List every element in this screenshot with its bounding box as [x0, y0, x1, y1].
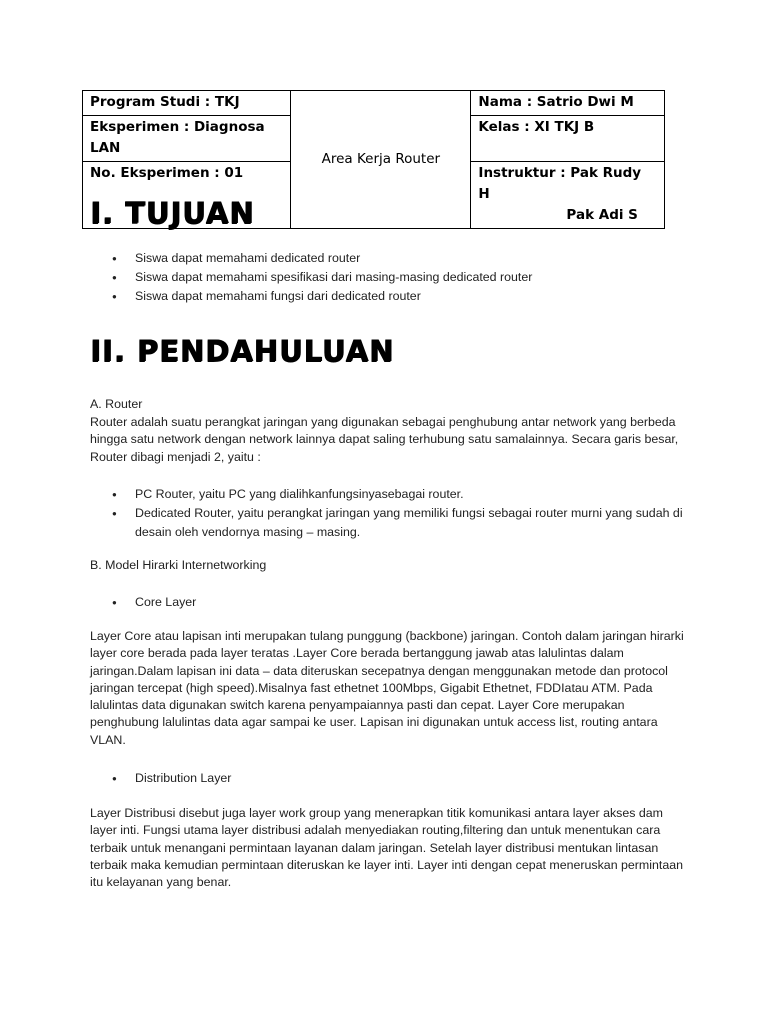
distribution-paragraph: Layer Distribusi disebut juga layer work group yang menerapkan titik komunikasi antara layer akses dam layer inti. Fungsi utama layer distribusi adalah menyediakan routing,filtering dan untuk menentukan cara terbaik untuk menangani permintaan layanan dalam jaringan. Setelah layer distribusi mentukan lintasan terbaik maka kemudian permintaan diteruskan ke layer inti. Layer inti dengan cepat meneruskan permintaan itu kelayanan yang benar.: [90, 806, 684, 890]
eksperimen-line2: LAN: [90, 140, 121, 156]
list-item: ● Siswa dapat memahami fungsi dari dedicated router: [90, 287, 690, 306]
no-eksperimen: No. Eksperimen : 01: [90, 165, 244, 181]
area-title: Area Kerja Router: [321, 150, 441, 167]
kelas: Kelas : XI TKJ B: [478, 119, 595, 135]
router-paragraph: Router adalah suatu perangkat jaringan yang digunakan sebagai penghubung antar network yang berbeda hingga satu network dengan network lainnya dapat saling terhubung satu samalainnya. Secara garis besar, Router dibagi menjadi 2, yaitu :: [90, 415, 679, 464]
list-item: ● Distribution Layer: [90, 769, 690, 788]
nama: Nama : Satrio Dwi M: [478, 94, 634, 110]
section-title-tujuan: I. TUJUAN: [90, 196, 255, 230]
router-heading: A. Router: [90, 397, 143, 411]
nama-cell: [471, 91, 665, 116]
tujuan-list: [90, 249, 690, 306]
area-cell: [291, 91, 471, 229]
list-item: ● Core Layer: [90, 593, 690, 612]
eksperimen-line1: Eksperimen : Diagnosa: [90, 119, 265, 135]
instruktur-cell: [471, 162, 665, 229]
router-list: [90, 485, 690, 542]
section-title-pendahuluan: II. PENDAHULUAN: [90, 334, 395, 368]
program-studi: Program Studi : TKJ: [90, 94, 240, 110]
list-item: ● Siswa dapat memahami dedicated router: [90, 249, 690, 268]
eksperimen-cell: [83, 116, 291, 162]
program-studi-cell: [83, 91, 291, 116]
hirarki-heading: B. Model Hirarki Internetworking: [90, 558, 267, 572]
core-paragraph: Layer Core atau lapisan inti merupakan tulang punggung (backbone) jaringan. Contoh dalam jaringan hirarki layer core berada pada layer teratas .Layer Core berada bertanggung jawab atas lalulintas dalam jaringan.Dalam lapisan ini data – data diteruskan secepatnya dengan menggunakan metode dan protocol jaringan tercepat (high speed).Misalnya fast ethetnet 100Mbps, Gigabit Ethetnet, FDDIatau ATM. Pada lalulintas data digunakan switch karena penyampaiannya pasti dan cepat. Layer Core merupakan penghubung lalulintas data agar sampai ke user. Lapisan ini digunakan untuk access list, routing antara VLAN.: [90, 629, 684, 747]
list-item: ● Siswa dapat memahami spesifikasi dari masing-masing dedicated router: [90, 268, 690, 287]
core-list: [90, 593, 690, 612]
list-item: ● PC Router, yaitu PC yang dialihkanfungsinyasebagai router.: [90, 485, 690, 504]
kelas-cell: [471, 116, 665, 162]
instruktur-line2: Pak Adi S: [566, 207, 638, 223]
instruktur-line1: Instruktur : Pak Rudy H: [478, 165, 642, 202]
distribution-list: [90, 769, 690, 788]
list-item: ● Dedicated Router, yaitu perangkat jaringan yang memiliki fungsi sebagai router murni yang sudah di desain oleh vendornya masing – masing.: [90, 504, 690, 542]
